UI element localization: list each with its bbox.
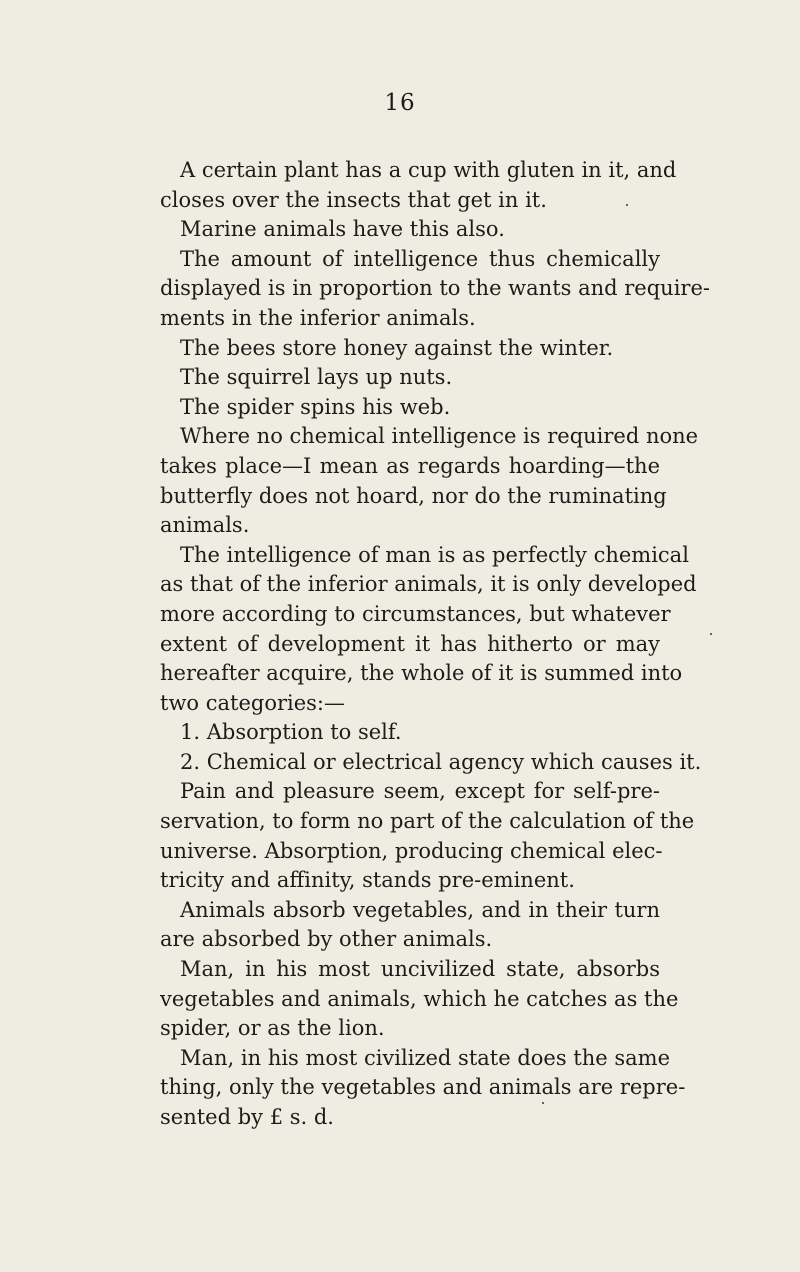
text-line: as that of the inferior animals, it is only developed (160, 572, 697, 597)
text-line: The bees store honey against the winter. (180, 335, 614, 360)
text-line: The squirrel lays up nuts. (180, 365, 453, 390)
text-line: Pain and pleasure seem, except for self-pre- (180, 779, 660, 804)
text-line: The spider spins his web. (180, 394, 451, 419)
text-line: The amount of intelligence thus chemically (180, 246, 660, 271)
text-line: hereafter acquire, the whole of it is summed into (160, 661, 683, 686)
text-line: animals. (160, 513, 250, 538)
paper-speck (710, 633, 712, 635)
text-line: servation, to form no part of the calculation of the (160, 809, 695, 834)
text-line: takes place—I mean as regards hoarding—the (160, 453, 660, 478)
text-line: thing, only the vegetables and animals are repre- (160, 1075, 686, 1100)
text-line: vegetables and animals, which he catches as the (160, 986, 679, 1011)
text-line: Man, in his most uncivilized state, absorbs (180, 957, 660, 982)
text-line: The intelligence of man is as perfectly chemical (180, 542, 689, 567)
text-line: tricity and affinity, stands pre-eminent. (160, 868, 575, 893)
text-line: universe. Absorption, producing chemical elec- (160, 838, 663, 863)
page-number: 16 (384, 90, 416, 116)
list-item: 1. Absorption to self. (180, 720, 402, 745)
text-line: Marine animals have this also. (180, 217, 505, 242)
text-line: two categories:— (160, 690, 346, 715)
text-line: are absorbed by other animals. (160, 927, 493, 952)
text-line: sented by £ s. d. (160, 1105, 334, 1129)
paper-speck (542, 1102, 544, 1104)
text-line: Animals absorb vegetables, and in their turn (180, 897, 660, 922)
text-line: spider, or as the lion. (160, 1016, 385, 1041)
text-line: Man, in his most civilized state does the same (180, 1045, 671, 1070)
text-line: more according to circumstances, but whatever (160, 601, 671, 626)
paper-speck (626, 204, 628, 206)
text-line: butterfly does not hoard, nor do the ruminating (160, 483, 667, 508)
body-text (160, 156, 710, 1133)
text-line: ments in the inferior animals. (160, 305, 476, 330)
text-line: A certain plant has a cup with gluten in it, and (180, 158, 677, 182)
text-line: displayed is in proportion to the wants and require- (160, 276, 710, 301)
text-line: extent of development it has hitherto or may (160, 631, 660, 656)
list-item: 2. Chemical or electrical agency which causes it. (180, 749, 702, 774)
text-line: Where no chemical intelligence is required none (180, 424, 699, 449)
text-line: closes over the insects that get in it. (160, 187, 547, 212)
